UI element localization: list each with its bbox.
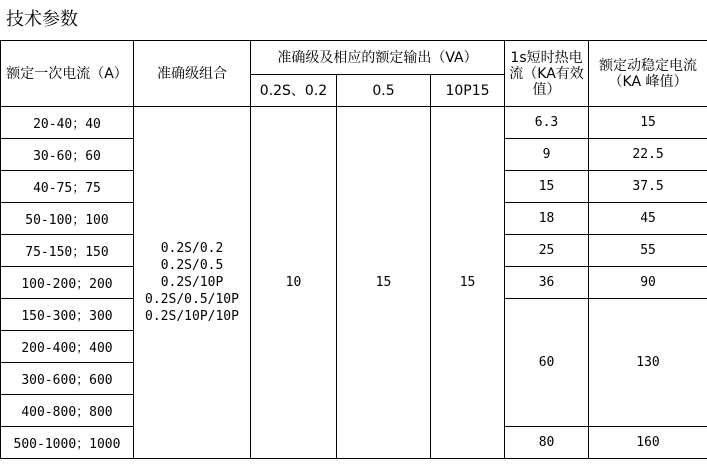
cell-current: 200-400；400 (1, 331, 134, 363)
cell-current: 50-100；100 (1, 203, 134, 235)
cell-thermal: 15 (505, 171, 589, 203)
cell-va-02s: 10 (251, 107, 337, 459)
cell-thermal: 18 (505, 203, 589, 235)
cell-current: 75-150；150 (1, 235, 134, 267)
cell-current: 500-1000；1000 (1, 427, 134, 459)
cell-accuracy-combo: 0.2S/0.2 0.2S/0.5 0.2S/10P 0.2S/0.5/10P 0.2S/10P/10P (134, 107, 251, 459)
cell-current: 100-200；200 (1, 267, 134, 299)
cell-dynamic: 15 (589, 107, 707, 139)
cell-current: 40-75；75 (1, 171, 134, 203)
header-va-02s: 0.2S、0.2 (251, 75, 337, 107)
cell-dynamic: 160 (589, 427, 707, 459)
cell-va-10p: 15 (431, 107, 505, 459)
cell-va-05: 15 (337, 107, 431, 459)
header-va-10p15: 10P15 (431, 75, 505, 107)
technical-parameters-table (0, 40, 707, 459)
cell-dynamic: 45 (589, 203, 707, 235)
cell-dynamic-group: 130 (589, 299, 707, 427)
cell-thermal: 9 (505, 139, 589, 171)
table-row (1, 107, 707, 139)
header-va-05: 0.5 (337, 75, 431, 107)
cell-dynamic: 90 (589, 267, 707, 299)
header-short-time-thermal: 1s短时热电流（KA有效值） (505, 41, 589, 107)
section-title: 技术参数 (6, 9, 78, 30)
cell-current: 400-800；800 (1, 395, 134, 427)
header-accuracy-combo: 准确级组合 (134, 41, 251, 107)
cell-current: 30-60；60 (1, 139, 134, 171)
header-dynamic-stable: 额定动稳定电流（KA 峰值） (589, 41, 707, 107)
cell-dynamic: 22.5 (589, 139, 707, 171)
header-rated-primary-current: 额定一次电流（A） (1, 41, 134, 107)
cell-dynamic: 37.5 (589, 171, 707, 203)
cell-dynamic: 55 (589, 235, 707, 267)
cell-current: 300-600；600 (1, 363, 134, 395)
cell-thermal: 25 (505, 235, 589, 267)
header-row-1 (1, 41, 707, 75)
cell-thermal-group: 60 (505, 299, 589, 427)
cell-thermal: 6.3 (505, 107, 589, 139)
cell-current: 20-40；40 (1, 107, 134, 139)
cell-current: 150-300；300 (1, 299, 134, 331)
header-rated-output-group: 准确级及相应的额定输出（VA） (251, 41, 505, 75)
cell-thermal: 36 (505, 267, 589, 299)
cell-thermal: 80 (505, 427, 589, 459)
